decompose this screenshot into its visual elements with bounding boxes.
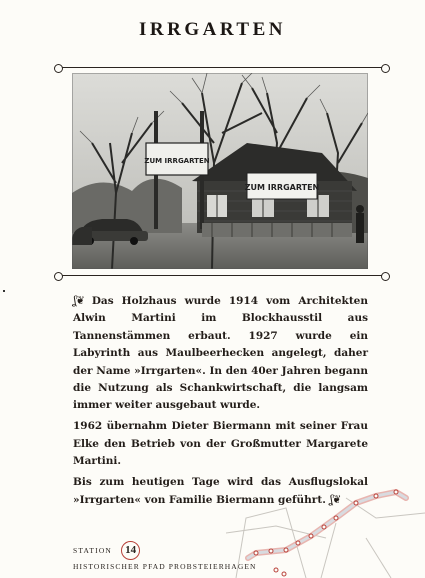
paragraph-3: Bis zum heutigen Tage wird das Ausflugslokal »Irrgarten« von Familie Biermann geführt. ʆ❦ (73, 476, 368, 507)
historic-photo (72, 73, 368, 269)
top-sign-text: ZUM IRRGARTEN (144, 157, 210, 165)
paragraph-1: ʆ❦ Das Holzhaus wurde 1914 vom Architekten Alwin Martini im Blockhausstil aus Tannenstämmen erbaut. 1927 wurde ein Labyrinth aus Maulbeerhecken angelegt, daher der Name »Irrgarten«. In den 40er Jahren begann die Nutzung als Schankwirtschaft, die langsam immer weiter ausgebaut wurde. (73, 294, 368, 412)
station-number-badge: 14 (121, 541, 140, 560)
front-sign-text: ZUM IRRGARTEN (244, 183, 320, 192)
station-label: STATION (73, 545, 113, 555)
page-title: IRRGARTEN (139, 19, 286, 40)
margin-mark (3, 290, 5, 292)
route-map (226, 478, 425, 578)
ornament-end-icon: ʆ❦ (329, 493, 341, 507)
trail-name: HISTORISCHER PFAD PROBSTEIERHAGEN (73, 562, 257, 571)
station-indicator (73, 538, 140, 562)
top-ornament-rule (62, 67, 382, 68)
paragraph-2: 1962 übernahm Dieter Biermann mit seiner Frau Elke den Betrieb von der Großmutter Margarete Martini. (73, 420, 368, 468)
ornament-icon: ʆ❦ (73, 294, 84, 307)
bottom-ornament-rule (62, 275, 382, 276)
